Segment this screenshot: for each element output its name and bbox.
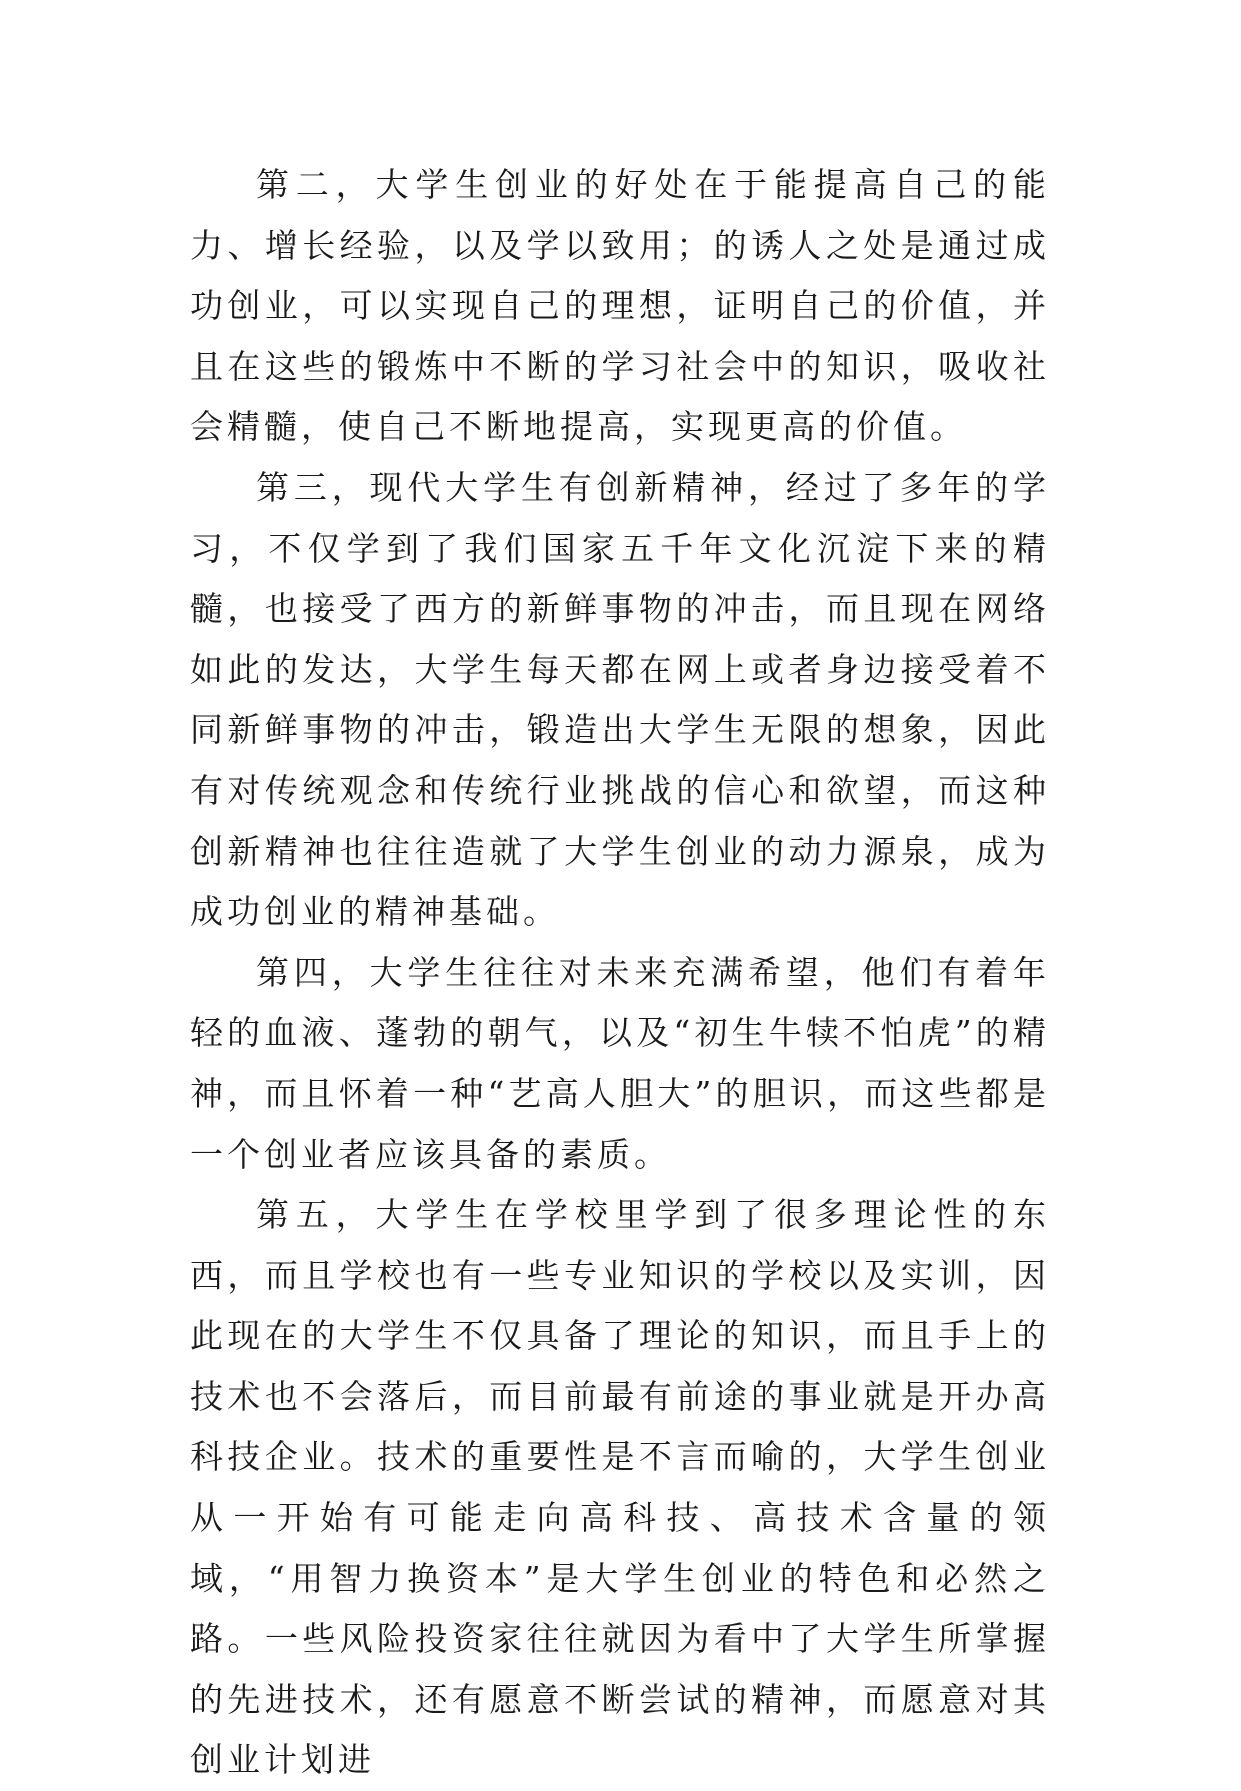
- paragraph-fifth-point: 第五，大学生在学校里学到了很多理论性的东西，而且学校也有一些专业知识的学校以及实训，因此现在的大学生不仅具备了理论的知识，而且手上的技术也不会落后，而目前最有前途的事业就是开办高科技企业。技术的重要性是不言而喻的，大学生创业从一开始有可能走向高科技、高技术含量的领域，“用智力换资本”是大学生创业的特色和必然之路。一些风险投资家往往就因为看中了大学生所掌握的先进技术，还有愿意不断尝试的精神，而愿意对其创业计划进: [190, 1195, 1050, 1780]
- paragraph-third-point: 第三，现代大学生有创新精神，经过了多年的学习，不仅学到了我们国家五千年文化沉淀下来的精髓，也接受了西方的新鲜事物的冲击，而且现在网络如此的发达，大学生每天都在网上或者身边接受着不同新鲜事物的冲击，锻造出大学生无限的想象，因此有对传统观念和传统行业挑战的信心和欲望，而这种创新精神也往往造就了大学生创业的动力源泉，成为成功创业的精神基础。: [190, 467, 1050, 932]
- paragraph-second-point: 第二，大学生创业的好处在于能提高自己的能力、增长经验，以及学以致用；的诱人之处是通过成功创业，可以实现自己的理想，证明自己的价值，并且在这些的锻炼中不断的学习社会中的知识，吸收社会精髓，使自己不断地提高，实现更高的价值。: [190, 165, 1050, 447]
- document-body: [190, 155, 1050, 1791]
- paragraph-fourth-point: 第四，大学生往往对未来充满希望，他们有着年轻的血液、蓬勃的朝气，以及“初生牛犊不怕虎”的精神，而且怀着一种“艺高人胆大”的胆识，而这些都是一个创业者应该具备的素质。: [190, 952, 1050, 1174]
